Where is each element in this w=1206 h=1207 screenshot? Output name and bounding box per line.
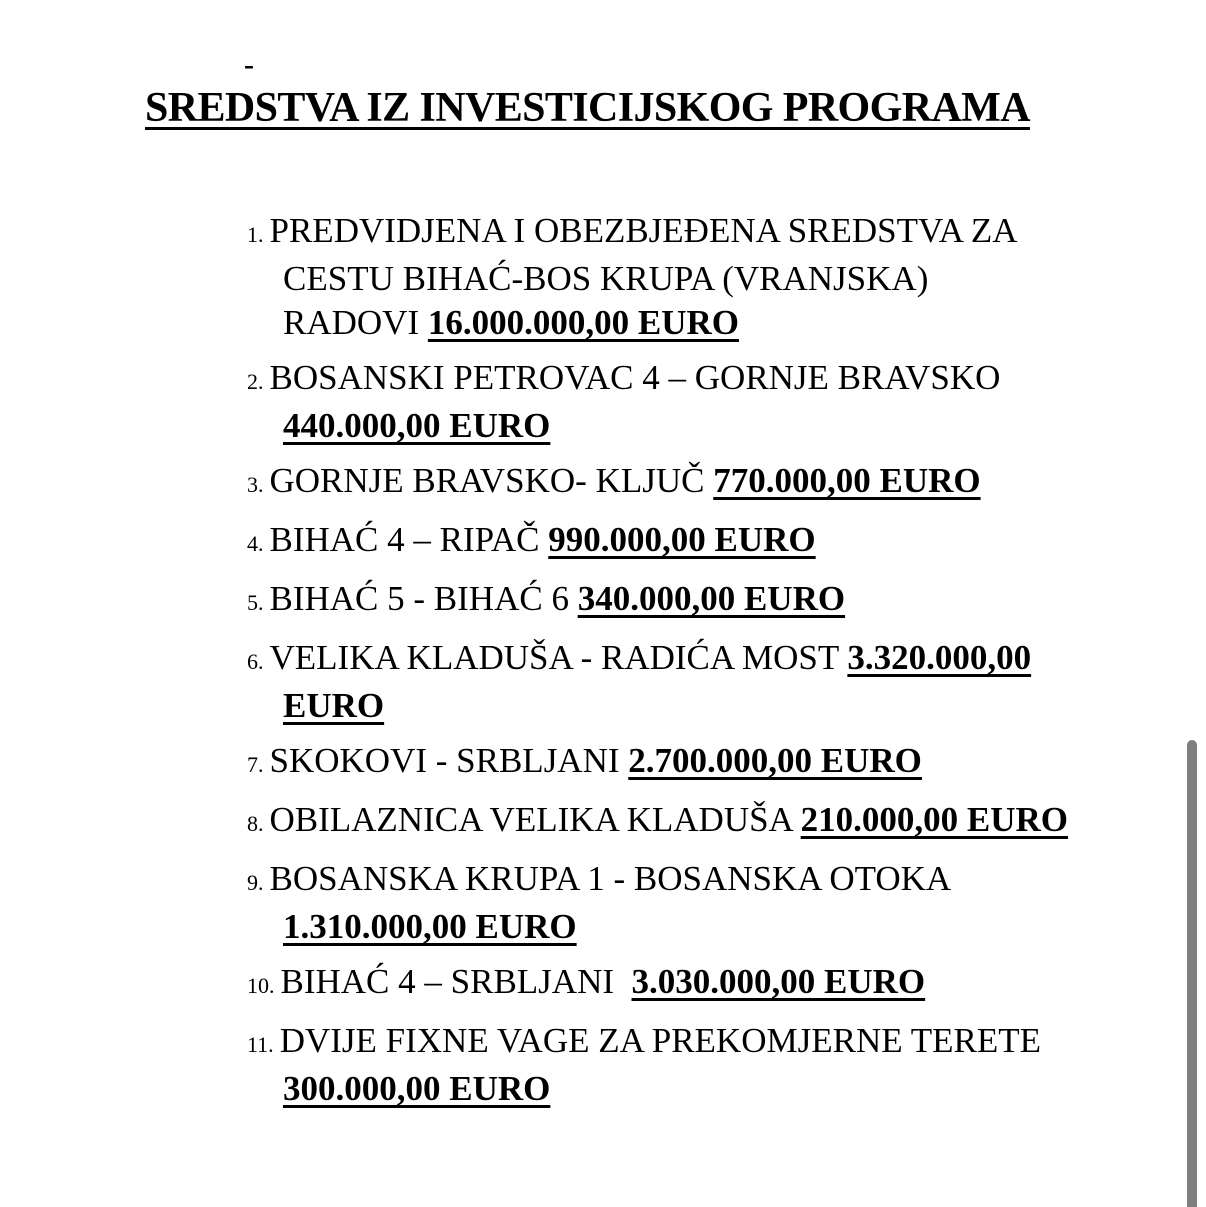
item-number: 6. (247, 649, 264, 674)
list-item (247, 739, 1073, 787)
item-number: 5. (247, 590, 264, 615)
list-item (247, 1019, 1073, 1111)
item-text: VELIKA KLADUŠA - RADIĆA MOST (269, 638, 848, 677)
item-number: 9. (247, 870, 264, 895)
item-number: 8. (247, 811, 264, 836)
item-text: PREDVIDJENA I OBEZBJEĐENA SREDSTVA ZA CESTU BIHAĆ-BOS KRUPA (VRANJSKA) RADOVI (269, 211, 1016, 342)
item-amount: 3.030.000,00 EURO (631, 962, 926, 1001)
item-text: BIHAĆ 5 - BIHAĆ 6 (269, 579, 578, 618)
stray-dash: - (244, 48, 254, 81)
item-text: DVIJE FIXNE VAGE ZA PREKOMJERNE TERETE (279, 1021, 1041, 1060)
item-amount: 16.000.000,00 EURO (427, 303, 739, 342)
item-amount: 770.000,00 EURO (713, 461, 981, 500)
item-amount: 300.000,00 EURO (283, 1069, 551, 1108)
item-text: OBILAZNICA VELIKA KLADUŠA (269, 800, 801, 839)
scrollbar-thumb[interactable] (1187, 740, 1197, 1207)
investment-list (247, 209, 1073, 1122)
list-item (247, 636, 1073, 728)
item-number: 2. (247, 369, 264, 394)
item-amount: 340.000,00 EURO (577, 579, 846, 618)
item-number: 10. (247, 973, 275, 998)
item-amount: 1.310.000,00 EURO (283, 907, 577, 946)
item-number: 3. (247, 472, 264, 497)
item-text: BOSANSKI PETROVAC 4 – GORNJE BRAVSKO (269, 358, 1001, 397)
item-amount: 440.000,00 EURO (283, 406, 551, 445)
item-text: GORNJE BRAVSKO- KLJUČ (269, 461, 714, 500)
item-amount: 210.000,00 EURO (800, 800, 1069, 839)
list-item (247, 577, 1073, 625)
item-amount: 2.700.000,00 EURO (628, 741, 922, 780)
item-text: BIHAĆ 4 – SRBLJANI (280, 962, 632, 1001)
list-item (247, 459, 1073, 507)
item-number: 4. (247, 531, 264, 556)
list-item (247, 960, 1073, 1008)
item-number: 1. (247, 222, 264, 247)
item-number: 7. (247, 752, 264, 777)
page-title: SREDSTVA IZ INVESTICIJSKOG PROGRAMA (145, 85, 1030, 131)
list-item (247, 356, 1073, 448)
list-item (247, 798, 1073, 846)
list-item (247, 518, 1073, 566)
item-text: BOSANSKA KRUPA 1 - BOSANSKA OTOKA (269, 859, 950, 898)
item-text: BIHAĆ 4 – RIPAČ (269, 520, 549, 559)
item-amount: 990.000,00 EURO (548, 520, 816, 559)
item-number: 11. (247, 1032, 274, 1057)
list-item (247, 857, 1073, 949)
item-amount: 3.320.000,00 EURO (283, 638, 1032, 725)
list-item (247, 209, 1073, 345)
item-text: SKOKOVI - SRBLJANI (269, 741, 629, 780)
